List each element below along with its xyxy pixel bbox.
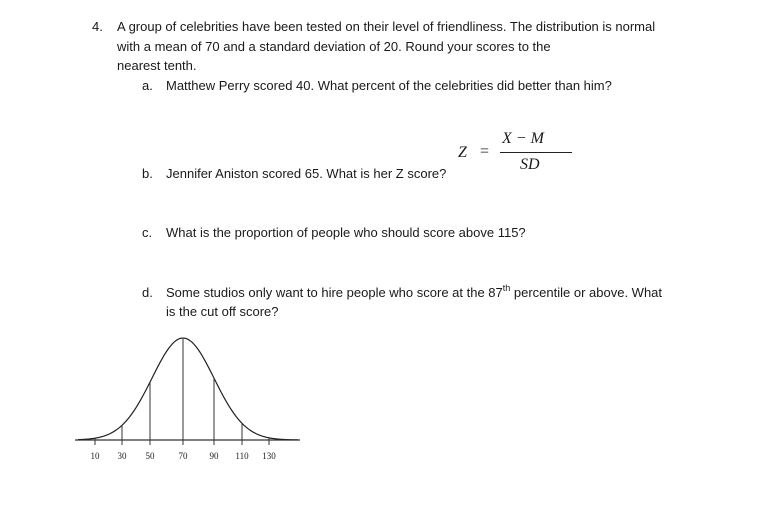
question-text-line2: with a mean of 70 and a standard deviation of 20. Round your scores to the [117, 39, 551, 54]
formula-z: Z [458, 144, 467, 161]
normal-curve [70, 330, 310, 470]
bell-curve-line [78, 338, 298, 440]
formula-numerator: X − M [502, 130, 544, 147]
question-number: 4. [92, 19, 103, 34]
part-c-text: What is the proportion of people who should score above 115? [166, 225, 526, 240]
curve-tick-label: 110 [235, 451, 249, 461]
z-score-formula [458, 130, 578, 180]
formula-fraction-bar [500, 152, 572, 153]
part-d-text-after: percentile or above. What [510, 285, 663, 300]
curve-tick-label: 70 [178, 451, 188, 461]
part-d-letter: d. [142, 285, 153, 300]
question-text-line3: nearest tenth. [117, 58, 197, 73]
curve-tick-label: 90 [209, 451, 219, 461]
part-b-letter: b. [142, 166, 153, 181]
question-text-line1: A group of celebrities have been tested on their level of friendliness. The distribution is normal [117, 19, 656, 34]
formula-equals: = [480, 143, 490, 160]
formula-denominator: SD [520, 156, 540, 173]
part-b-text: Jennifer Aniston scored 65. What is her Z score? [166, 166, 447, 181]
curve-tick-label: 130 [262, 451, 276, 461]
curve-tick-label: 10 [90, 451, 100, 461]
normal-curve-figure [70, 330, 310, 470]
part-d-text [166, 284, 662, 301]
part-a-text: Matthew Perry scored 40. What percent of the celebrities did better than him? [166, 78, 612, 93]
curve-tick-label: 30 [117, 451, 127, 461]
part-d-superscript: th [502, 282, 511, 293]
part-d-text-line2: is the cut off score? [166, 304, 279, 319]
curve-tick-label: 50 [145, 451, 155, 461]
part-d-text-before: Some studios only want to hire people who score at the 87 [166, 285, 503, 300]
part-c-letter: c. [142, 225, 153, 240]
part-a-letter: a. [142, 78, 153, 93]
